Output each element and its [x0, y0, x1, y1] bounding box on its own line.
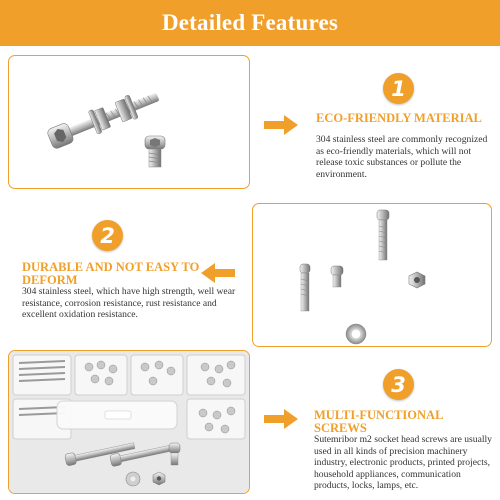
- product-photo-storage-box: [8, 350, 250, 494]
- feature-number-badge: 1: [383, 73, 414, 104]
- feature-heading: DURABLE AND NOT EASY TO DEFORM: [22, 260, 200, 287]
- arrow-right-icon: [264, 115, 298, 135]
- feature-description: 304 stainless steel, which have high strength, well wear resistance, corrosion resistance, rust resistance and excellent oxidation resistance.: [22, 286, 236, 320]
- arrow-right-icon: [264, 409, 298, 429]
- product-photo-assembled-screw: [8, 55, 250, 189]
- feature-description: Sutemribor m2 socket head screws are usually used in all kinds of precision machinery industry, electronic products, printed projects, household appliances, communication products, locks, lamps, etc.: [314, 434, 492, 491]
- feature-heading: ECO-FRIENDLY MATERIAL: [316, 111, 482, 125]
- feature-heading: MULTI-FUNCTIONAL SCREWS: [314, 408, 443, 435]
- page-title: Detailed Features: [161, 10, 339, 35]
- header-banner: [0, 0, 500, 46]
- feature-description: 304 stainless steel are commonly recognized as eco-friendly materials, which will not release toxic substances or pollute the environment.: [316, 134, 488, 180]
- feature-number-badge: 2: [92, 220, 123, 251]
- feature-number-badge: 3: [383, 369, 414, 400]
- product-photo-screw-parts: [252, 203, 492, 347]
